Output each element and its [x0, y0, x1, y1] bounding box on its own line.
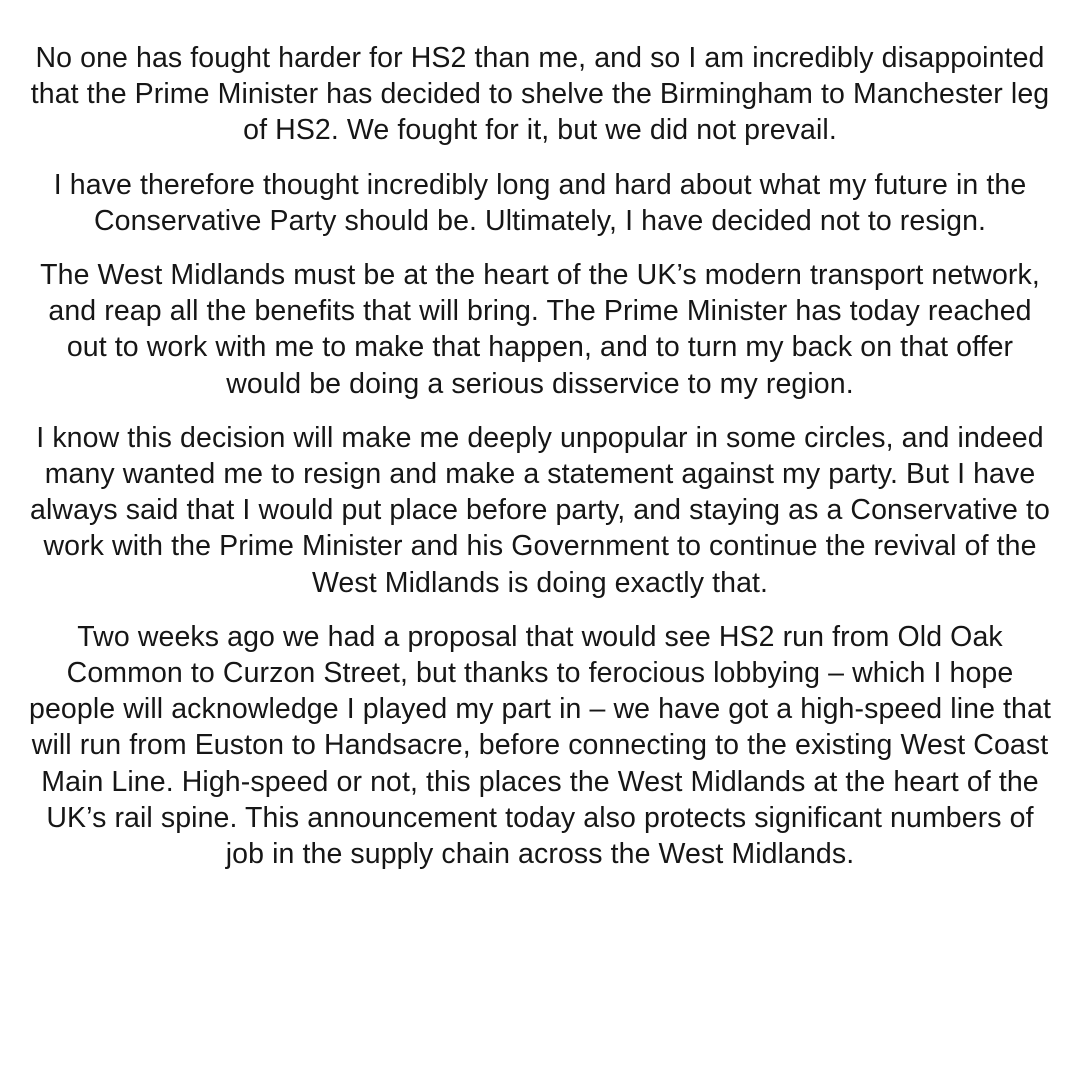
statement-paragraph-2: I have therefore thought incredibly long and hard about what my future in the Conservative Party should be. Ultimately, I have decided not to resign.	[53, 168, 1027, 237]
statement-paragraph-5: Two weeks ago we had a proposal that would see HS2 run from Old Oak Common to Curzon Street, but thanks to ferocious lobbying – which I hope people will acknowledge I played my part in – we have got a high-speed line that will run from Euston to Handsacre, before connecting to the existing West Coast Main Line. High-speed or not, this places the West Midlands at the heart of the UK’s rail spine. This announcement today also protects significant numbers of job in the supply chain across the West Midlands.	[29, 620, 1051, 871]
statement-paragraph-4: I know this decision will make me deeply unpopular in some circles, and indeed many wanted me to resign and make a statement against my party. But I have always said that I would put place before party, and staying as a Conservative to work with the Prime Minister and his Government to continue the revival of the West Midlands is doing exactly that.	[30, 421, 1050, 599]
statement-paragraph-1: No one has fought harder for HS2 than me, and so I am incredibly disappointed that the Prime Minister has decided to shelve the Birmingham to Manchester leg of HS2. We fought for it, but we did not prevail.	[30, 42, 1050, 147]
statement-paragraph-3: The West Midlands must be at the heart of the UK’s modern transport network, and reap all the benefits that will bring. The Prime Minister has today reached out to work with me to make that happen, and to turn my back on that offer would be doing a serious disservice to my region.	[40, 259, 1040, 400]
